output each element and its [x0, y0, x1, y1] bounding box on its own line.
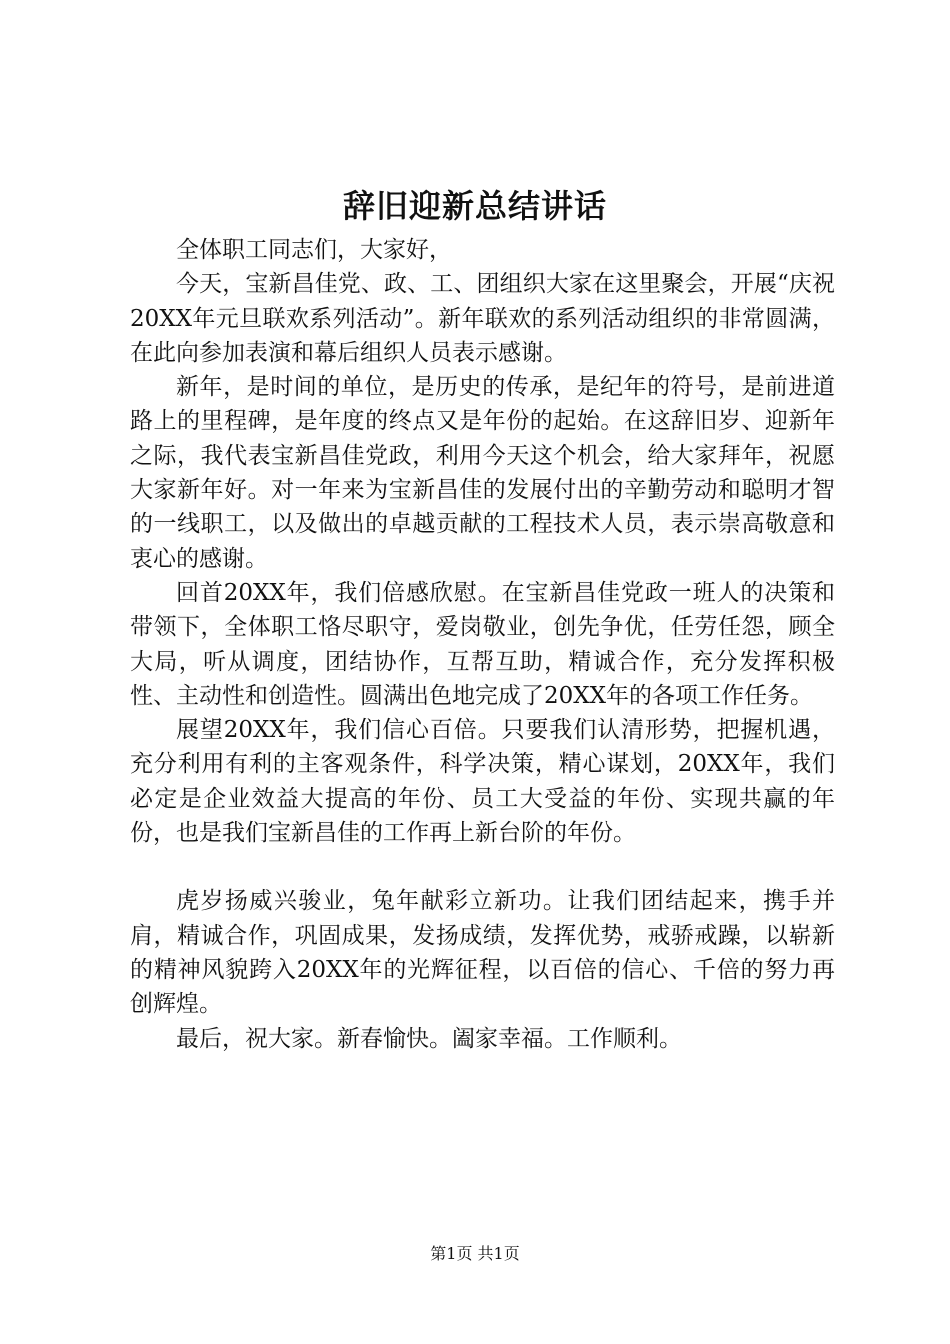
document-body	[130, 233, 835, 1056]
document-title: 辞旧迎新总结讲话	[342, 187, 607, 225]
paragraph-call-to-action: 虎岁扬威兴骏业，兔年献彩立新功。让我们团结起来，携手并肩，精诚合作，巩固成果，发扬成绩，发挥优势，戒骄戒躁，以崭新的精神风貌跨入20XX年的光辉征程，以百倍的信心、千倍的努力再创辉煌。	[130, 888, 835, 1018]
paragraph-new-year: 新年，是时间的单位，是历史的传承，是纪年的符号，是前进道路上的里程碑，是年度的终点又是年份的起始。在这辞旧岁、迎新年之际，我代表宝新昌佳党政，利用今天这个机会，给大家拜年，祝愿大家新年好。对一年来为宝新昌佳的发展付出的辛勤劳动和聪明才智的一线职工，以及做出的卓越贡献的工程技术人员，表示崇高敬意和衷心的感谢。	[130, 374, 835, 572]
paragraph-outlook: 展望20XX年，我们信心百倍。只要我们认清形势，把握机遇，充分利用有利的主客观条件，科学决策，精心谋划，20XX年，我们必定是企业效益大提高的年份、员工大受益的年份、实现共赢的年份，也是我们宝新昌佳的工作再上新台阶的年份。	[130, 717, 835, 847]
paragraph-review: 回首20XX年，我们倍感欣慰。在宝新昌佳党政一班人的决策和带领下，全体职工恪尽职守，爱岗敬业，创先争优，任劳任怨，顾全大局，听从调度，团结协作，互帮互助，精诚合作，充分发挥积极性、主动性和创造性。圆满出色地完成了20XX年的各项工作任务。	[130, 579, 835, 709]
page-footer: 第1页 共1页	[430, 1244, 520, 1263]
paragraph-greeting: 全体职工同志们，大家好，	[176, 237, 452, 263]
paragraph-spacer	[130, 850, 835, 884]
paragraph-closing: 最后，祝大家。新春愉快。阖家幸福。工作顺利。	[176, 1025, 682, 1052]
paragraph-opening: 今天，宝新昌佳党、政、工、团组织大家在这里聚会，开展“庆祝20XX年元旦联欢系列活动”。新年联欢的系列活动组织的非常圆满，在此向参加表演和幕后组织人员表示感谢。	[130, 271, 835, 366]
